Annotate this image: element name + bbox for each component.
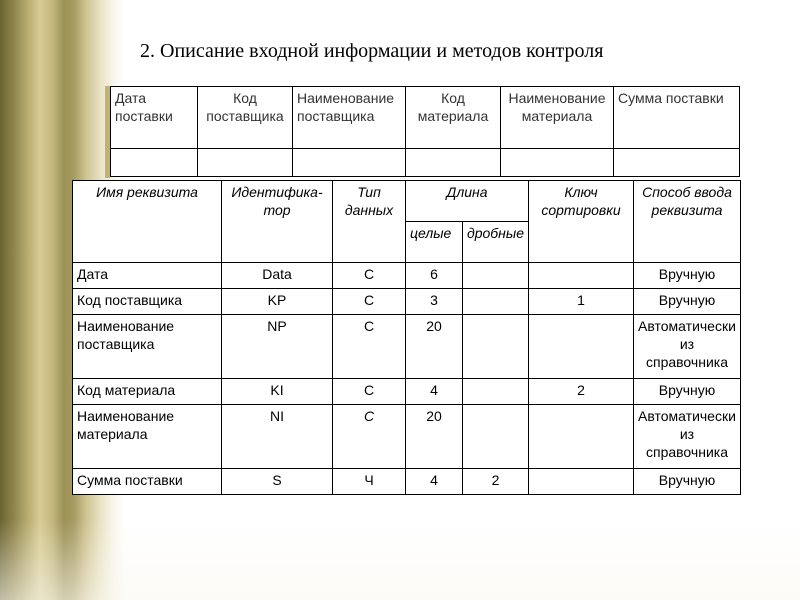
row-frac: 2 [463, 469, 529, 495]
row-input: Автоматически из справочника [633, 315, 740, 379]
table-row [73, 469, 741, 495]
row-input: Автоматически из справочника [633, 405, 740, 469]
row-int: 6 [406, 263, 463, 289]
row-frac [463, 289, 529, 315]
form-header-supplier-code: Код поставщика [198, 87, 293, 149]
table-row [73, 263, 741, 289]
header-length: Длина [406, 181, 529, 222]
attribute-spec-table [72, 180, 741, 495]
row-name: Код поставщика [73, 289, 222, 315]
row-id: KP [222, 289, 333, 315]
row-name: Дата [73, 263, 222, 289]
form-cell-empty [293, 149, 406, 177]
row-name: Наименование поставщика [73, 315, 222, 379]
row-type: Ч [333, 469, 406, 495]
row-id: NI [222, 405, 333, 469]
row-int: 3 [406, 289, 463, 315]
header-data-type: Тип данных [333, 181, 406, 263]
row-input: Вручную [633, 469, 740, 495]
row-input: Вручную [633, 289, 740, 315]
row-id: S [222, 469, 333, 495]
row-id: KI [222, 379, 333, 405]
row-sort [528, 263, 633, 289]
row-type: C [333, 263, 406, 289]
header-length-frac: дробные [463, 222, 529, 263]
row-sort [528, 405, 633, 469]
row-id: NP [222, 315, 333, 379]
row-frac [463, 263, 529, 289]
row-frac [463, 379, 529, 405]
row-sort [528, 315, 633, 379]
header-input-method: Способ ввода реквизита [633, 181, 740, 263]
row-int: 4 [406, 379, 463, 405]
row-int: 4 [406, 469, 463, 495]
row-name: Наименование материала [73, 405, 222, 469]
form-header-sum: Сумма поставки [614, 87, 740, 149]
form-cell-empty [406, 149, 501, 177]
row-name: Сумма поставки [73, 469, 222, 495]
form-cell-empty [111, 149, 198, 177]
header-identifier: Идентифика-тор [222, 181, 333, 263]
row-int: 20 [406, 405, 463, 469]
table-row [73, 289, 741, 315]
header-attribute-name: Имя реквизита [73, 181, 222, 263]
form-header-date: Дата поставки [111, 87, 198, 149]
form-cell-empty [198, 149, 293, 177]
row-input: Вручную [633, 379, 740, 405]
row-frac [463, 315, 529, 379]
form-cell-empty [501, 149, 614, 177]
form-header-material-name: Наименование материала [501, 87, 614, 149]
row-type: C [333, 289, 406, 315]
header-sort-key: Ключ сортировки [528, 181, 633, 263]
row-type: C [333, 405, 406, 469]
row-sort: 1 [528, 289, 633, 315]
row-sort [528, 469, 633, 495]
row-input: Вручную [633, 263, 740, 289]
table-row [73, 315, 741, 379]
table-row [73, 405, 741, 469]
row-name: Код материала [73, 379, 222, 405]
form-cell-empty [614, 149, 740, 177]
form-header-supplier-name: Наименование поставщика [293, 87, 406, 149]
form-header-material-code: Код материала [406, 87, 501, 149]
row-type: C [333, 315, 406, 379]
page-title: 2. Описание входной информации и методов контроля [140, 40, 604, 62]
row-type: C [333, 379, 406, 405]
input-form-table [110, 86, 740, 177]
decorative-background-fade [0, 520, 800, 600]
row-id: Data [222, 263, 333, 289]
table-row [73, 379, 741, 405]
row-int: 20 [406, 315, 463, 379]
header-length-int: целые [406, 222, 463, 263]
row-frac [463, 405, 529, 469]
row-sort: 2 [528, 379, 633, 405]
